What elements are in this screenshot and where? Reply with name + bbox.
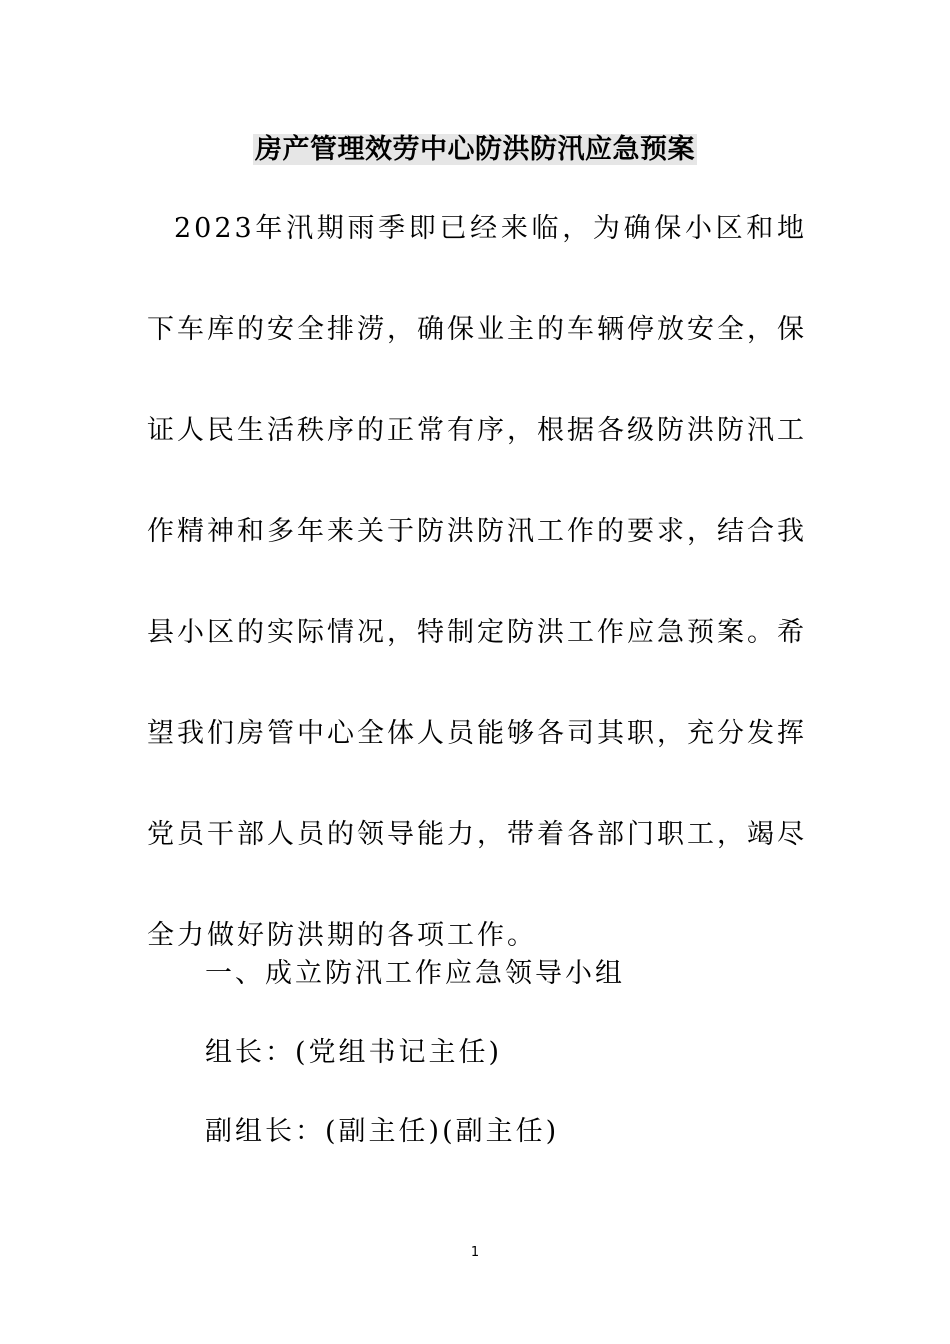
document-title-text: 房产管理效劳中心防洪防汛应急预案 (255, 134, 695, 165)
deputy-leader-line: 副组长：(副主任)(副主任) (205, 1116, 560, 1147)
section-heading: 一、成立防汛工作应急领导小组 (205, 958, 625, 989)
document-title (0, 130, 950, 170)
page-number: 1 (470, 1245, 480, 1260)
intro-paragraph: 2023年汛期雨季即已经来临，为确保小区和地下车库的安全排涝，确保业主的车辆停放安全，保证人民生活秩序的正常有序，根据各级防洪防汛工作精神和多年来关于防洪防汛工作的要求，结合我县小区的实际情况，特制定防洪工作应急预案。希望我们房管中心全体人员能够各司其职，充分发挥党员干部人员的领导能力，带着各部门职工，竭尽全力做好防洪期的各项工作。 (147, 213, 807, 951)
leader-line: 组长：(党组书记主任) (205, 1037, 503, 1068)
